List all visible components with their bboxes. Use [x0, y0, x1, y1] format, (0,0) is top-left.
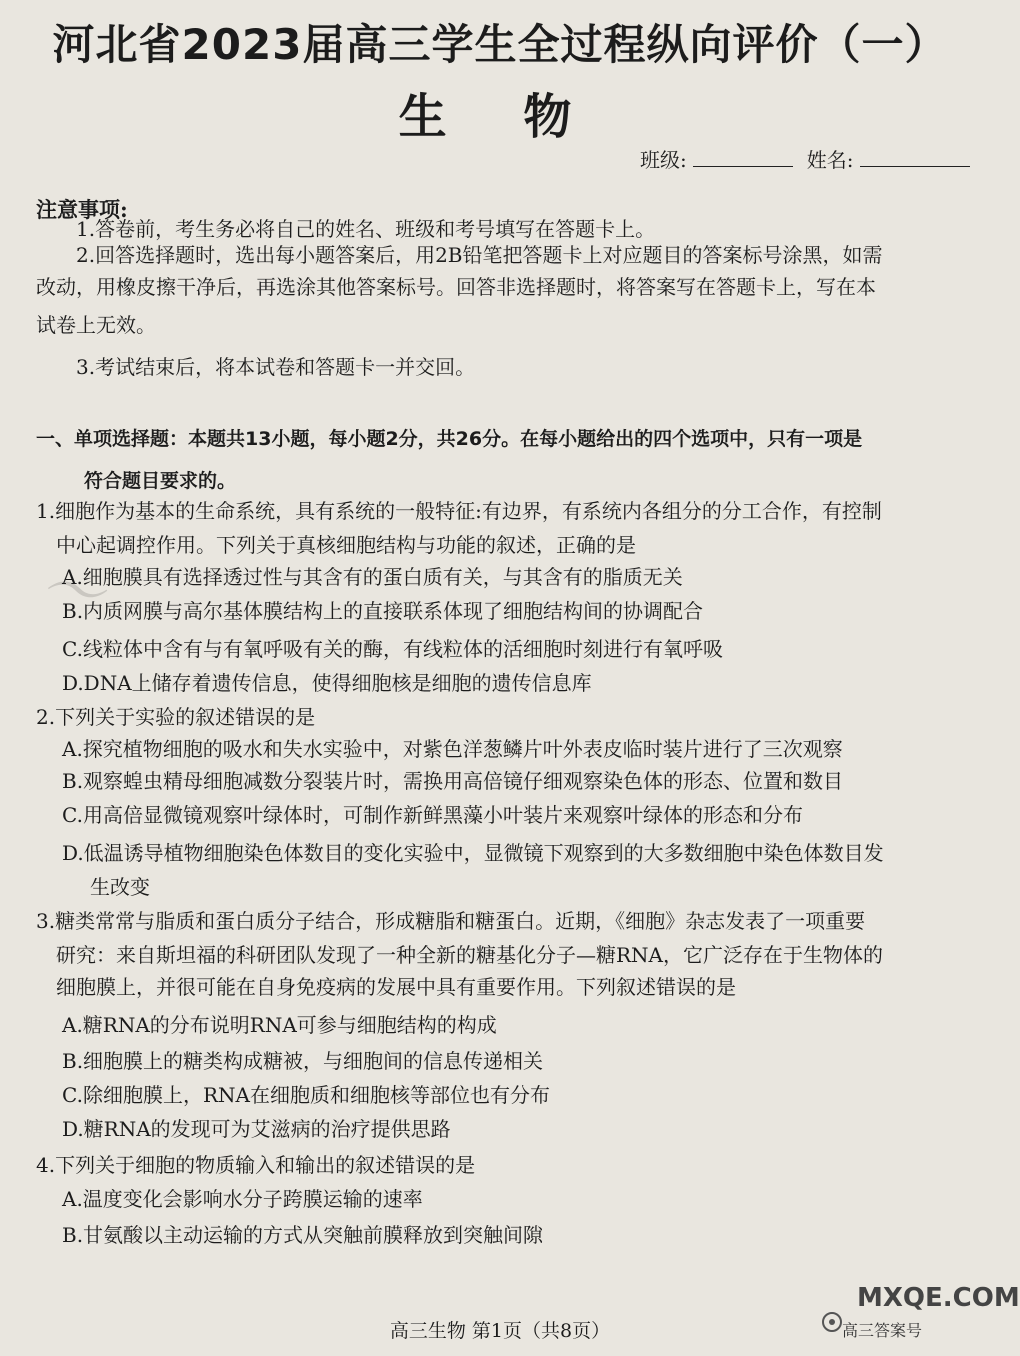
section-heading: 一、单项选择题：本题共13小题，每小题2分，共26分。在每小题给出的四个选项中，只有一项是: [36, 428, 863, 450]
q3-option-b: B.细胞膜上的糖类构成糖被，与细胞间的信息传递相关: [62, 1049, 544, 1073]
class-blank: [693, 144, 793, 167]
q1-option-a: A.细胞膜具有选择透过性与其含有的蛋白质有关，与其含有的脂质无关: [62, 565, 683, 589]
note-item: 1.答卷前，考生务必将自己的姓名、班级和考号填写在答题卡上。: [76, 217, 656, 241]
q3-stem: 3.糖类常常与脂质和蛋白质分子结合，形成糖脂和糖蛋白。近期，《细胞》杂志发表了一项重要: [36, 909, 866, 933]
q4-option-b: B.甘氨酸以主动运输的方式从突触前膜释放到突触间隙: [62, 1223, 544, 1247]
q1-stem-cont: 中心起调控作用。下列关于真核细胞结构与功能的叙述，正确的是: [56, 533, 636, 557]
note-item: 3.考试结束后，将本试卷和答题卡一并交回。: [76, 355, 476, 379]
q1-stem: 1.细胞作为基本的生命系统，具有系统的一般特征:有边界，有系统内各组分的分工合作，有控制: [36, 499, 882, 523]
watermark: ～: [34, 550, 109, 634]
q3-option-c: C.除细胞膜上，RNA在细胞质和细胞核等部位也有分布: [62, 1083, 550, 1107]
name-blank: [860, 144, 970, 167]
q3-option-d: D.糖RNA的发现可为艾滋病的治疗提供思路: [62, 1117, 451, 1141]
q1-option-d: D.DNA上储存着遗传信息，使得细胞核是细胞的遗传信息库: [62, 671, 592, 695]
student-info-fields: [640, 144, 970, 173]
q2-stem: 2.下列关于实验的叙述错误的是: [36, 705, 316, 729]
q2-option-b: B.观察蝗虫精母细胞减数分裂装片时，需换用高倍镜仔细观察染色体的形态、位置和数目: [62, 769, 844, 793]
subject-title: 生 物: [398, 89, 602, 145]
note-item: 试卷上无效。: [36, 313, 156, 337]
q2-option-d-cont: 生改变: [90, 875, 150, 899]
q2-option-c: C.用高倍显微镜观察叶绿体时，可制作新鲜黑藻小叶装片来观察叶绿体的形态和分布: [62, 803, 803, 827]
q3-option-a: A.糖RNA的分布说明RNA可参与细胞结构的构成: [62, 1013, 497, 1037]
exam-title: 河北省2023届高三学生全过程纵向评价（一）: [52, 20, 948, 69]
logo-site-text: MXQE.COM: [857, 1283, 1020, 1313]
q2-option-d: D.低温诱导植物细胞染色体数目的变化实验中，显微镜下观察到的大多数细胞中染色体数目发: [62, 841, 884, 865]
logo-text: 高三答案号: [842, 1321, 923, 1340]
q1-option-b: B.内质网膜与高尔基体膜结构上的直接联系体现了细胞结构间的协调配合: [62, 599, 704, 623]
q1-option-c: C.线粒体中含有与有氧呼吸有关的酶，有线粒体的活细胞时刻进行有氧呼吸: [62, 637, 723, 661]
note-item: 2.回答选择题时，选出每小题答案后，用2B铅笔把答题卡上对应题目的答案标号涂黑，如需: [76, 243, 883, 267]
q4-stem: 4.下列关于细胞的物质输入和输出的叙述错误的是: [36, 1153, 476, 1177]
section-heading-cont: 符合题目要求的。: [84, 470, 237, 492]
notes-title: 注意事项:: [36, 197, 128, 222]
note-item: 改动，用橡皮擦干净后，再选涂其他答案标号。回答非选择题时，将答案写在答题卡上，写在本: [36, 275, 876, 299]
q4-option-a: A.温度变化会影响水分子跨膜运输的速率: [62, 1187, 423, 1211]
q3-stem-cont2: 细胞膜上，并很可能在自身免疫病的发展中具有重要作用。下列叙述错误的是: [56, 975, 736, 999]
page-footer: 高三生物 第1页（共8页）: [389, 1320, 611, 1342]
name-label: 姓名:: [806, 148, 854, 172]
class-label: 班级:: [640, 148, 687, 172]
q3-stem-cont: 研究：来自斯坦福的科研团队发现了一种全新的糖基化分子—糖RNA，它广泛存在于生物体的: [56, 943, 884, 967]
q2-option-a: A.探究植物细胞的吸水和失水实验中，对紫色洋葱鳞片叶外表皮临时装片进行了三次观察: [62, 737, 843, 761]
